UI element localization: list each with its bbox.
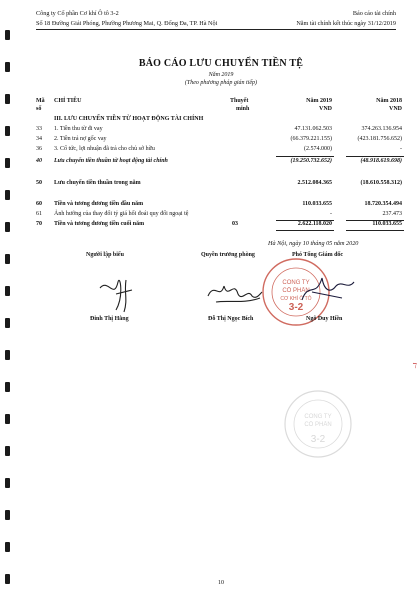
col-note-header-2: minh xyxy=(236,106,250,112)
row-value-2019: (19.250.732.652) xyxy=(290,158,332,164)
row-label: 1. Tiền thu từ đi vay xyxy=(54,126,103,132)
preparer-title: Người lập biểu xyxy=(86,252,124,258)
table-row xyxy=(36,126,406,136)
binder-hole xyxy=(5,510,10,520)
col-2019-unit: VND xyxy=(319,106,332,112)
binder-hole xyxy=(5,254,10,264)
faded-seal-impression xyxy=(282,388,354,460)
table-row xyxy=(36,146,406,156)
binder-hole xyxy=(5,542,10,552)
section-label: III. LƯU CHUYỂN TIỀN TỪ HOẠT ĐỘNG TÀI CHÍNH xyxy=(54,116,204,122)
section-heading xyxy=(36,116,406,126)
report-title: BÁO CÁO LƯU CHUYỂN TIỀN TỆ xyxy=(138,58,304,69)
binder-hole xyxy=(5,286,10,296)
row-label: Ảnh hưởng của thay đổi tỷ giá hối đoái quy đổi ngoại tệ xyxy=(54,211,189,217)
seal-line-1: CÔNG TY xyxy=(282,280,310,286)
col-code-header-2: số xyxy=(36,106,42,112)
row-value-2018: (48.918.619.698) xyxy=(360,158,402,164)
row-value-2019: - xyxy=(330,211,332,217)
binder-hole xyxy=(5,446,10,456)
binder-hole xyxy=(5,190,10,200)
underline-2018 xyxy=(346,156,404,157)
deputy-director-signature xyxy=(298,270,358,310)
table-row-subtotal xyxy=(36,158,406,168)
binder-hole xyxy=(5,30,10,40)
row-value-2018: 110.033.655 xyxy=(372,221,402,227)
binder-hole xyxy=(5,382,10,392)
row-value-2019: 110.033.655 xyxy=(302,201,332,207)
row-code: 60 xyxy=(36,201,42,207)
faded-seal-line-2: CỔ PHẦN xyxy=(304,422,332,428)
row-code: 40 xyxy=(36,158,42,164)
binder-hole xyxy=(5,62,10,72)
deputy-director-name: Ngô Duy Hiền xyxy=(306,316,343,322)
row-code: 50 xyxy=(36,180,42,186)
row-label: Tiền và tương đương tiền đầu năm xyxy=(54,201,144,207)
page-number: 10 xyxy=(218,580,224,586)
row-note: 03 xyxy=(232,221,238,227)
binder-holes xyxy=(2,0,12,600)
col-note-header: Thuyết xyxy=(230,98,249,104)
row-code: 33 xyxy=(36,126,42,132)
row-value-2018: - xyxy=(400,146,402,152)
row-value-2018: 18.720.354.494 xyxy=(364,201,402,207)
chief-accountant-name: Đỗ Thị Ngọc Bích xyxy=(208,316,254,322)
row-label: 3. Cổ tức, lợi nhuận đã trả cho chủ sở hữu xyxy=(54,146,155,152)
row-code: 34 xyxy=(36,136,42,142)
double-underline-2019 xyxy=(276,230,334,231)
faded-seal-line-1: CÔNG TY xyxy=(304,414,332,420)
binder-hole xyxy=(5,574,10,584)
chief-accountant-title: Quyền trưởng phòng xyxy=(201,252,255,258)
row-label: Lưu chuyển tiền thuần trong năm xyxy=(54,180,141,186)
header-divider xyxy=(36,29,396,30)
row-label: 2. Tiền trả nợ gốc vay xyxy=(54,136,107,142)
row-value-2018: 374.263.136.954 xyxy=(361,126,402,132)
preparer-signature xyxy=(94,270,144,316)
col-2019-header: Năm 2019 xyxy=(306,98,332,104)
seal-line-4: 3-2 xyxy=(288,302,304,313)
row-code: 61 xyxy=(36,211,42,217)
double-underline-2018 xyxy=(346,230,404,231)
company-name: Công ty Cổ phần Cơ khí Ô tô 3-2 xyxy=(36,10,119,17)
binder-hole xyxy=(5,414,10,424)
binder-hole xyxy=(5,222,10,232)
row-label: Lưu chuyển tiền thuần từ hoạt động tài chính xyxy=(54,158,168,164)
row-label: Tiền và tương đương tiền cuối năm xyxy=(54,221,145,227)
row-value-2019: (2.574.000) xyxy=(304,146,332,152)
row-code: 36 xyxy=(36,146,42,152)
signing-date: Hà Nội, ngày 10 tháng 05 năm 2020 xyxy=(268,240,359,247)
row-value-2019: 2.512.084.365 xyxy=(297,180,332,186)
seal-line-2: CỔ PHẦN xyxy=(282,288,310,294)
binder-hole xyxy=(5,318,10,328)
table-row-total xyxy=(36,180,406,190)
binder-hole xyxy=(5,126,10,136)
binder-hole xyxy=(5,478,10,488)
row-value-2018: (18.610.558.312) xyxy=(360,180,402,186)
side-stamp-fragment: ℸ xyxy=(411,362,416,370)
deputy-director-title: Phó Tổng Giám đốc xyxy=(292,252,344,258)
col-2018-unit: VND xyxy=(389,106,402,112)
company-address: Số 18 Đường Giải Phóng, Phường Phương Mai, Q. Đống Đa, TP. Hà Nội xyxy=(36,20,218,27)
underline-2019 xyxy=(276,156,334,157)
table-row xyxy=(36,201,406,211)
binder-hole xyxy=(5,158,10,168)
row-code: 70 xyxy=(36,221,42,227)
faded-seal-line-4: 3-2 xyxy=(310,434,326,445)
col-item-header: CHỈ TIÊU xyxy=(54,98,82,104)
col-2018-header: Năm 2018 xyxy=(376,98,402,104)
report-type: Báo cáo tài chính xyxy=(352,10,396,17)
report-year: Năm 2019 xyxy=(208,72,234,78)
row-value-2019: 2.622.118.020 xyxy=(297,221,332,227)
binder-hole xyxy=(5,350,10,360)
row-value-2018: 237.473 xyxy=(382,211,402,217)
seal-line-3: CƠ KHÍ Ô TÔ xyxy=(280,296,312,302)
chief-accountant-signature xyxy=(204,274,266,308)
row-value-2018: (423.181.756.652) xyxy=(357,136,402,142)
table-row xyxy=(36,136,406,146)
fiscal-period: Năm tài chính kết thúc ngày 31/12/2019 xyxy=(296,20,396,27)
col-code-header: Mã xyxy=(36,98,45,104)
row-value-2019: 47.131.062.503 xyxy=(294,126,332,132)
report-method: (Theo phương pháp gián tiếp) xyxy=(184,80,258,86)
binder-hole xyxy=(5,94,10,104)
preparer-name: Đinh Thị Hằng xyxy=(90,316,129,322)
row-value-2019: (66.379.221.155) xyxy=(290,136,332,142)
